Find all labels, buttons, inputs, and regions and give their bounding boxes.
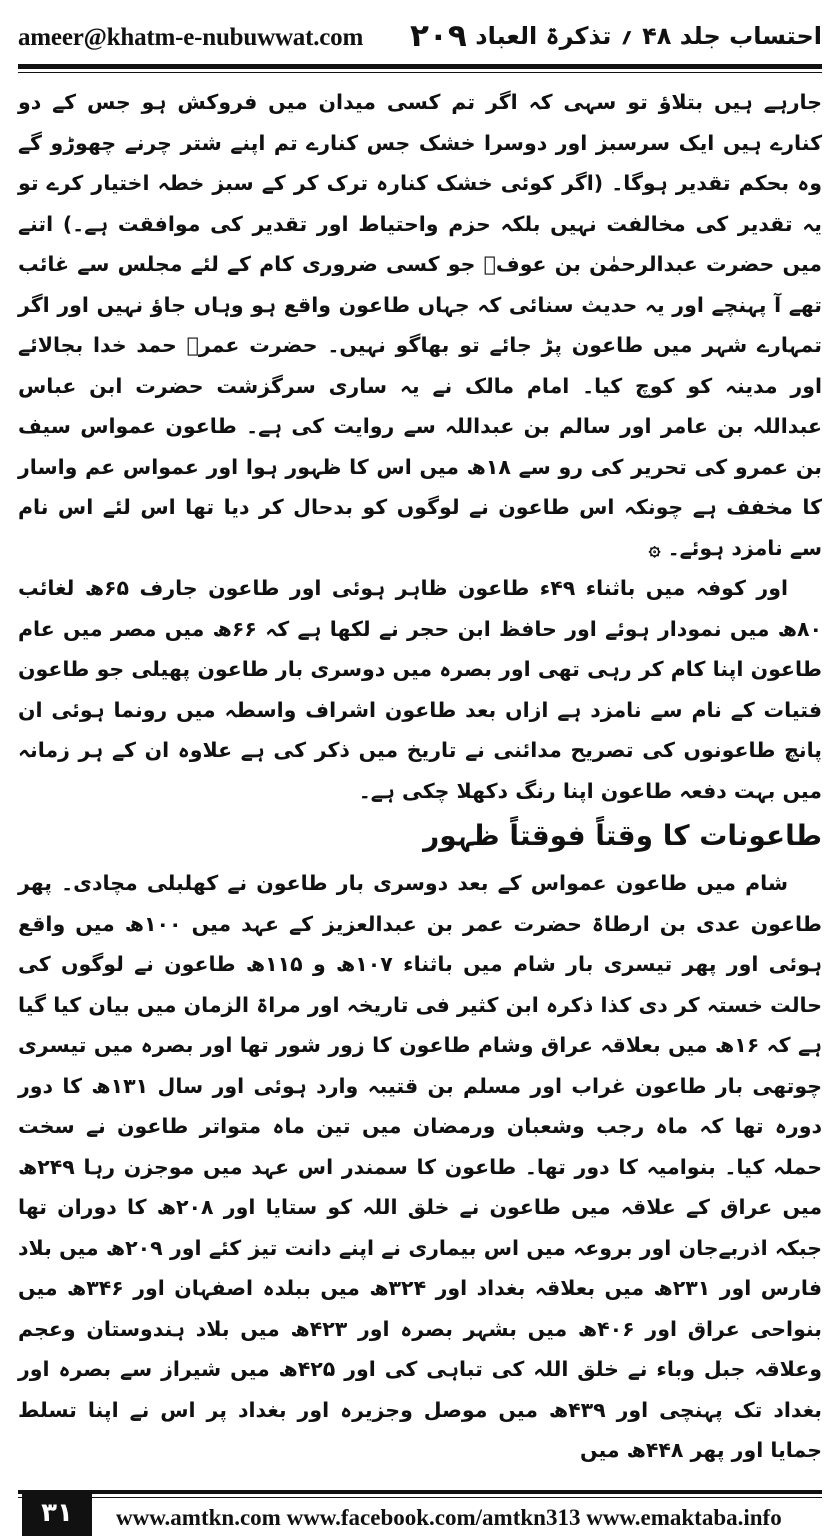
header-page-number: ۲۰۹ <box>410 18 467 54</box>
page-header <box>18 14 822 60</box>
paragraph-end-ornament: ۞ <box>648 535 661 560</box>
paragraph-1 <box>18 82 822 568</box>
section-heading: طاعونات کا وقتاً فوقتاً ظہور <box>423 819 822 852</box>
header-rule-thin <box>18 72 822 73</box>
paragraph-2: اور کوفہ میں باثناء ۴۹ء طاعون ظاہر ہوئی اور طاعون جارف ۶۵ھ لغائب ۸۰ھ میں نمودار ہوئے اور حافظ ابن حجر نے لکھا ہے کہ ۶۶ھ میں مصر میں عام طاعون اپنا کام کر رہی تھی اور بصرہ میں دوسری بار طاعون پھیلی جو طاعون فتیات کے نام سے نامزد ہے ازاں بعد طاعون اشراف واسطہ میں رونما ہوئی ان پانچ طاعونوں کی تصریح مدائنی نے تاریخ میں ذکر کی ہے علاوہ ان کے ہر زمانہ میں بہت دفعہ طاعون اپنا رنگ دکھلا چکی ہے۔ <box>18 576 823 803</box>
footer-rule-thin <box>18 1497 822 1498</box>
header-email: ameer@khatm-e-nubuwwat.com <box>18 24 364 51</box>
footer-rule <box>18 1490 822 1494</box>
header-rule <box>18 64 822 69</box>
footer-page-number: ۳۱ <box>22 1492 92 1536</box>
paragraph-3: شام میں طاعون عمواس کے بعد دوسری بار طاعون نے کھلبلی مچادی۔ پھر طاعون عدی بن ارطاۃ حضرت عمر بن عبدالعزیز کے عہد میں ۱۰۰ھ میں واقع ہوئی اور پھر تیسری بار شام میں باثناء ۱۰۷ھ و ۱۱۵ھ طاعون نے لوگوں کی حالت خستہ کر دی کذا ذکرہ ابن کثیر فی تاریخہ اور مراۃ الزمان میں بیان کیا گیا ہے کہ ۱۶ھ میں بعلاقہ عراق وشام طاعون کا زور شور تھا اور بصرہ میں تیسری چوتھی بار طاعون غراب اور مسلم بن قتیبہ وارد ہوئی اور سال ۱۳۱ھ کا دور دورہ تھا کہ ماہ رجب وشعبان ورمضان میں تین ماہ متواتر طاعون نے سخت حملہ کیا۔ بنوامیہ کا دور تھا۔ طاعون کا سمندر اس عہد میں موجزن رہا ۲۴۹ھ میں عراق کے علاقہ میں طاعون نے خلق اللہ کو ستایا اور ۲۰۸ھ کا دوران تھا جبکہ اذربےجان اور بروعہ میں اس بیماری نے اپنے دانت تیز کئے اور ۲۰۹ھ میں بلاد فارس اور ۲۳۱ھ میں بعلاقہ بغداد اور ۳۲۴ھ میں ببلدہ اصفہان اور ۳۴۶ھ میں بنواحی عراق اور ۴۰۶ھ میں بشہر بصرہ اور ۴۲۳ھ میں بلاد ہندوستان وعجم وعلاقہ جبل وباء نے خلق اللہ کی تباہی کی اور ۴۲۵ھ میں شیراز سے بصرہ اور بغداد تک پہنچی اور ۴۳۹ھ میں موصل وجزیرہ اور بغداد پر اس نے اپنا تسلط جمایا اور پھر ۴۴۸ھ میں <box>18 871 823 1462</box>
page-body <box>18 82 822 1471</box>
header-title: احتساب جلد ۴۸ ؍ تذکرۃ العباد <box>475 22 822 50</box>
paragraph-1-text: جارہے ہیں بتلاؤ تو سہی کہ اگر تم کسی میدان میں فروکش ہو جس کے دو کنارے ہیں ایک سرسبز اور دوسرا خشک جس کنارے تم اپنے شتر چرنے چھوڑو گے وہ بحکم تقدیر ہوگا۔ (اگر کوئی خشک کنارہ ترک کر کے سبز خطہ اختیار کرے تو یہ تقدیر کی مخالفت نہیں بلکہ حزم واحتیاط اور تقدیر کی موافقت ہے۔) اتنے میں حضرت عبدالرحمٰن بن عوفؓ جو کسی ضروری کام کے لئے مجلس سے غائب تھے آ پہنچے اور یہ حدیث سنائی کہ جہاں طاعون واقع ہو وہاں جاؤ نہیں اور اگر تمہارے شہر میں طاعون پڑ جائے تو بھاگو نہیں۔ حضرت عمرؓ حمد خدا بجالائے اور مدینہ کو کوچ کیا۔ امام مالک نے یہ ساری سرگزشت حضرت ابن عباس عبداللہ بن عامر اور سالم بن عبداللہ سے روایت کی ہے۔ طاعون عمواس سیف بن عمرو کی تحریر کی رو سے ۱۸ھ میں اس کا ظہور ہوا اور عمواس عم واسار کا مخفف ہے چونکہ اس طاعون نے لوگوں کو بدحال کر دیا تھا اس لئے اس نام سے نامزد ہوئے۔ <box>18 90 822 560</box>
footer-urls: www.amtkn.com www.facebook.com/amtkn313 www.emaktaba.info <box>116 1505 782 1530</box>
